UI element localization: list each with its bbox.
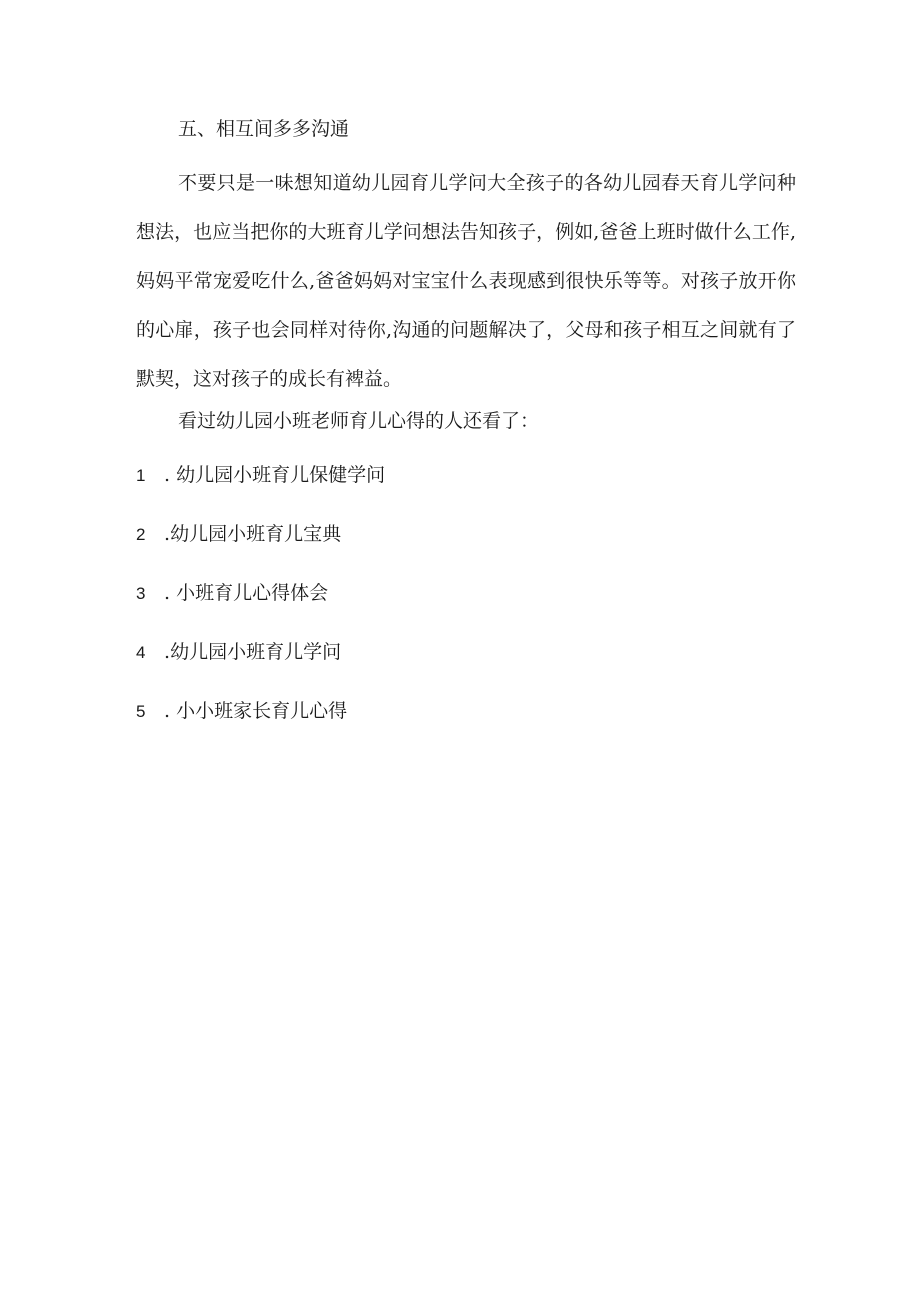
list-item-text: . 幼儿园小班育儿保健学问 (158, 464, 386, 486)
related-articles-list (136, 460, 385, 755)
list-item[interactable] (136, 519, 385, 578)
list-item-text: . 小班育儿心得体会 (158, 582, 329, 604)
list-item-number: 4 (136, 643, 146, 662)
list-item[interactable] (136, 696, 385, 755)
list-item[interactable] (136, 578, 385, 637)
body-paragraph: 不要只是一味想知道幼儿园育儿学问大全孩子的各幼儿园春天育儿学问种想法，也应当把你的大班育儿学问想法告知孩子，例如,爸爸上班时做什么工作,妈妈平常宠爱吃什么,爸爸妈妈对宝宝什么表现感到很快乐等等。对孩子放开你的心扉，孩子也会同样对待你,沟通的问题解决了，父母和孩子相互之间就有了默契，这对孩子的成长有裨益。 (136, 172, 796, 390)
section-heading: 五、相互间多多沟通 (178, 118, 350, 140)
list-item-text: . 小小班家长育儿心得 (158, 700, 348, 722)
list-item-text: .幼儿园小班育儿学问 (158, 641, 342, 663)
list-item-number: 3 (136, 584, 146, 603)
list-item-number: 2 (136, 525, 146, 544)
related-articles-intro: 看过幼儿园小班老师育儿心得的人还看了： (178, 410, 540, 432)
list-item[interactable] (136, 460, 385, 519)
list-item-number: 1 (136, 466, 146, 485)
list-item-text: .幼儿园小班育儿宝典 (158, 523, 342, 545)
list-item[interactable] (136, 637, 385, 696)
list-item-number: 5 (136, 702, 146, 721)
